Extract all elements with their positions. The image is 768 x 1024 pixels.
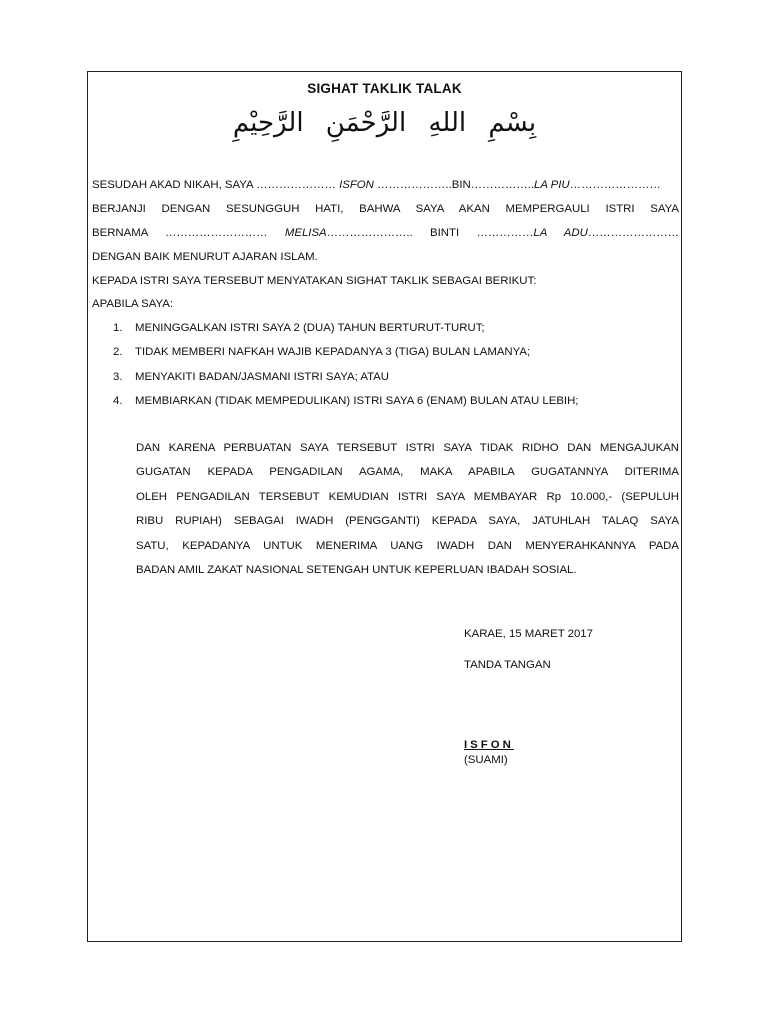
intro-line-1 [92,178,679,192]
document-frame [87,71,682,942]
intro-line-3-part-a: BERNAMA ……………………… [92,227,285,239]
intro-line-3 [92,226,679,240]
condition-item [113,370,389,384]
intro-line-1-part-a: SESUDAH AKAD NIKAH, SAYA ………………… [92,179,336,191]
husband-father-name: LA PIU [534,179,570,191]
intro-line-6: APABILA SAYA: [92,298,174,310]
condition-item [113,394,578,408]
consequence-line-5: SATU, KEPADANYA UNTUK MENERIMA UANG IWADH DAN MENYERAHKANNYA PADA [136,540,679,552]
wife-father-name: LA ADU [533,227,588,239]
consequence-line-6: BADAN AMIL ZAKAT NASIONAL SETENGAH UNTUK KEPERLUAN IBADAH SOSIAL. [136,564,577,576]
intro-line-2: BERJANJI DENGAN SESUNGGUH HATI, BAHWA SAYA AKAN MEMPERGAULI ISTRI SAYA [92,203,679,215]
condition-item [113,345,530,359]
condition-text: MENINGGALKAN ISTRI SAYA 2 (DUA) TAHUN BERTURUT-TURUT; [135,322,485,334]
consequence-line-2: GUGATAN KEPADA PENGADILAN AGAMA, MAKA APABILA GUGATANNYA DITERIMA [136,466,679,478]
condition-number: 3. [113,371,123,383]
wife-name: MELISA [284,227,327,239]
intro-line-3-part-c: …………………… [587,227,679,239]
consequence-line-1: DAN KARENA PERBUATAN SAYA TERSEBUT ISTRI SAYA TIDAK RIDHO DAN MENGAJUKAN [136,442,679,454]
bismillah-text: بِسْمِ اللهِ الرَّحْمَنِ الرَّحِيْمِ [232,108,537,138]
condition-text: MENYAKITI BADAN/JASMANI ISTRI SAYA; ATAU [135,371,390,383]
place-date: KARAE, 15 MARET 2017 [464,628,593,640]
intro-line-4: DENGAN BAIK MENURUT AJARAN ISLAM. [92,251,318,263]
condition-number: 1. [113,322,123,334]
signatory-name: ISFON [464,739,514,751]
intro-line-5: KEPADA ISTRI SAYA TERSEBUT MENYATAKAN SIGHAT TAKLIK SEBAGAI BERIKUT: [92,275,537,287]
condition-number: 4. [113,395,123,407]
husband-name: ISFON [335,179,378,191]
document-title: SIGHAT TAKLIK TALAK [307,81,462,96]
intro-line-1-part-b: ………………..BIN…………….. [377,179,534,191]
intro-line-3-part-b: ………………….. BINTI …………… [326,227,534,239]
condition-text: MEMBIARKAN (TIDAK MEMPEDULIKAN) ISTRI SAYA 6 (ENAM) BULAN ATAU LEBIH; [135,395,579,407]
signature-label: TANDA TANGAN [464,659,551,671]
condition-number: 2. [113,346,123,358]
condition-item [113,321,485,335]
consequence-line-3: OLEH PENGADILAN TERSEBUT KEMUDIAN ISTRI SAYA MEMBAYAR Rp 10.000,- (SEPULUH [136,491,679,503]
signatory-role: (SUAMI) [464,754,508,766]
consequence-line-4: RIBU RUPIAH) SEBAGAI IWADH (PENGGANTI) KEPADA SAYA, JATUHLAH TALAQ SAYA [136,515,679,527]
intro-line-1-part-c: …………………… [569,179,661,191]
condition-text: TIDAK MEMBERI NAFKAH WAJIB KEPADANYA 3 (TIGA) BULAN LAMANYA; [135,346,531,358]
